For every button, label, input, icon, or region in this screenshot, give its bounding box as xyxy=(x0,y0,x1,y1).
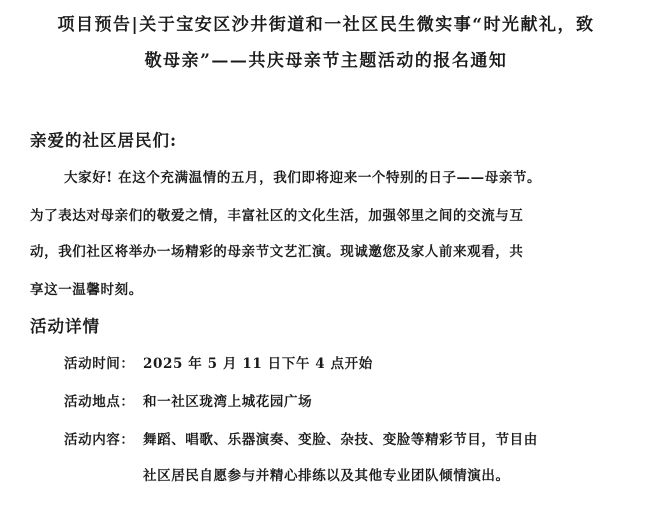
intro-line-2: 为了表达对母亲们的敬爱之情，丰富社区的文化生活，加强邻里之间的交流与互 xyxy=(30,208,524,224)
notice-title-line-2: 敬母亲”——共庆母亲节主题活动的报名通知 xyxy=(144,51,508,71)
detail-content-value-line-2: 社区居民自愿参与并精心排练以及其他专业团队倾情演出。 xyxy=(143,468,510,484)
notice-title-line-1: 项目预告|关于宝安区沙井街道和一社区民生微实事“时光献礼，致 xyxy=(57,15,595,35)
intro-line-4: 享这一温馨时刻。 xyxy=(30,282,143,298)
section-heading-details: 活动详情 xyxy=(30,317,100,336)
detail-time-value: 2025 年 5 月 11 日下午 4 点开始 xyxy=(143,356,373,372)
intro-line-1: 大家好! 在这个充满温情的五月，我们即将迎来一个特别的日子——母亲节。 xyxy=(64,170,542,186)
greeting: 亲爱的社区居民们: xyxy=(30,131,178,150)
detail-time-label: 活动时间： xyxy=(64,356,135,372)
detail-place-value: 和一社区珑湾上城花园广场 xyxy=(143,394,313,410)
detail-time xyxy=(64,352,373,372)
intro-line-3: 动，我们社区将举办一场精彩的母亲节文艺汇演。现诚邀您及家人前来观看，共 xyxy=(30,244,524,260)
detail-place-label: 活动地点： xyxy=(64,394,135,410)
detail-content-value-line-1: 舞蹈、唱歌、乐器演奏、变脸、杂技、变脸等精彩节目，节目由 xyxy=(143,432,538,448)
detail-content-label: 活动内容： xyxy=(64,432,135,448)
detail-place xyxy=(64,390,312,410)
detail-content xyxy=(64,428,538,448)
